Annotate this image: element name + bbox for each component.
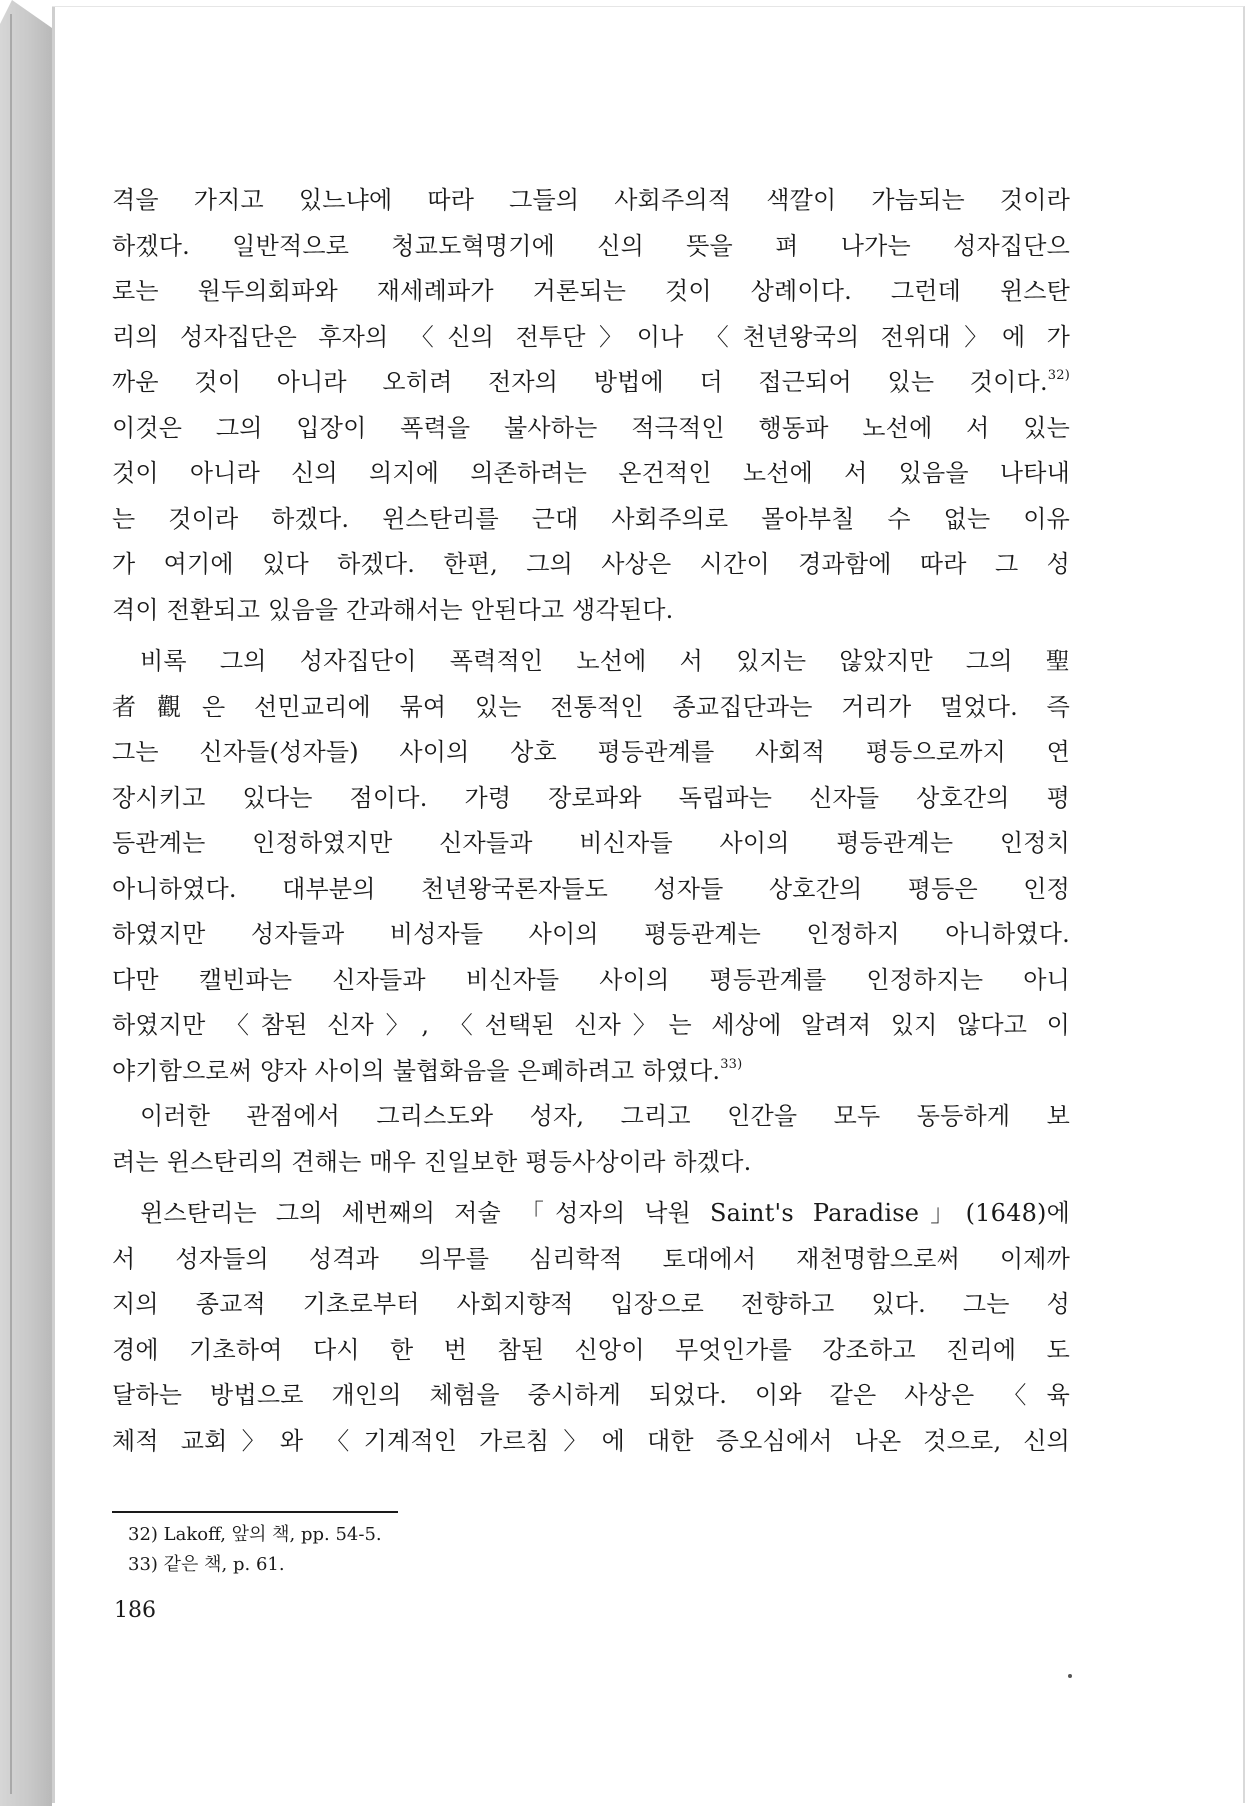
text-line: 서 성자들의 성격과 의무를 심리학적 토대에서 재천명함으로써 이제까 (112, 1244, 1070, 1273)
body-text (112, 178, 1070, 1464)
footnote-divider (112, 1511, 398, 1513)
footnotes (128, 1520, 382, 1580)
text-line: 로는 원두의회파와 재세례파가 거론되는 것이 상례이다. 그런데 윈스탄 (112, 277, 1070, 305)
text-line: 그는 신자들(성자들) 사이의 상호 평등관계를 사회적 평등으로까지 연 (112, 738, 1070, 766)
text-line: 者觀은 선민교리에 묶여 있는 전통적인 종교집단과는 거리가 멀었다. 즉 (112, 692, 1070, 721)
text-line: 다만 캘빈파는 신자들과 비신자들 사이의 평등관계를 인정하지는 아니 (112, 965, 1070, 994)
text-line: 비록 그의 성자집단이 폭력적인 노선에 서 있지는 않았지만 그의 聖 (140, 647, 1070, 675)
text-line: 이것은 그의 입장이 폭력을 불사하는 적극적인 행동파 노선에 서 있는 (112, 413, 1070, 442)
text-line: 경에 기초하여 다시 한 번 참된 신앙이 무엇인가를 강조하고 진리에 도 (112, 1335, 1070, 1364)
text-line: 려는 윈스탄리의 견해는 매우 진일보한 평등사상이라 하겠다. (112, 1147, 752, 1176)
text-line: 하겠다. 일반적으로 청교도혁명기에 신의 뜻을 펴 나가는 성자집단으 (112, 231, 1070, 260)
text-line: 리의 성자집단은 후자의 〈신의 전투단〉이나 〈천년왕국의 전위대〉에 가 (112, 322, 1070, 351)
text-line-content: 야기함으로써 양자 사이의 불협화음을 은폐하려고 하였다. (112, 1056, 721, 1085)
text-line: 윈스탄리는 그의 세번째의 저술 「성자의 낙원 Saint's Paradise」(1648)에 (140, 1199, 1070, 1227)
text-line: 아니하였다. 대부분의 천년왕국론자들도 성자들 상호간의 평등은 인정 (112, 874, 1070, 903)
footnote-32: 32) Lakoff, 앞의 책, pp. 54-5. (128, 1524, 382, 1545)
text-line: 격을 가지고 있느냐에 따라 그들의 사회주의적 색깔이 가늠되는 것이라 (112, 186, 1070, 214)
text-line: 이러한 관점에서 그리스도와 성자, 그리고 인간을 모두 동등하게 보 (140, 1102, 1070, 1130)
text-line: 가 여기에 있다 하겠다. 한편, 그의 사상은 시간이 경과함에 따라 그 성 (112, 550, 1070, 578)
text-line: 달하는 방법으로 개인의 체험을 중시하게 되었다. 이와 같은 사상은 〈육 (112, 1381, 1070, 1409)
scan-speck (1068, 1674, 1072, 1678)
footnote-ref-32: 32) (1047, 368, 1070, 383)
text-line: 장시키고 있다는 점이다. 가령 장로파와 독립파는 신자들 상호간의 평 (112, 783, 1070, 812)
text-line (112, 1049, 1070, 1095)
text-line: 체적 교회〉와 〈기계적인 가르침〉에 대한 증오심에서 나온 것으로, 신의 (112, 1426, 1070, 1455)
text-line: 격이 전환되고 있음을 간과해서는 안된다고 생각된다. (112, 595, 674, 624)
text-line: 는 것이라 하겠다. 윈스탄리를 근대 사회주의로 몰아부칠 수 없는 이유 (112, 504, 1070, 533)
footnote-33: 33) 같은 책, p. 61. (128, 1554, 285, 1575)
text-line: 지의 종교적 기초로부터 사회지향적 입장으로 전향하고 있다. 그는 성 (112, 1290, 1070, 1318)
text-line-content: 까운 것이 아니라 오히려 전자의 방법에 더 접근되어 있는 것이다. (112, 368, 1048, 396)
book-spine-edge (0, 0, 52, 1806)
text-line: 등관계는 인정하였지만 신자들과 비신자들 사이의 평등관계는 인정치 (112, 829, 1070, 857)
text-line: 것이 아니라 신의 의지에 의존하려는 온건적인 노선에 서 있음을 나타내 (112, 459, 1070, 487)
footnote-ref-33: 33) (720, 1056, 743, 1072)
text-line: 하였지만 성자들과 비성자들 사이의 평등관계는 인정하지 아니하였다. (112, 920, 1070, 948)
spine-line (10, 14, 12, 1794)
page-number: 186 (114, 1598, 156, 1623)
text-line: 하였지만 〈참된 신자〉, 〈선택된 신자〉는 세상에 알려져 있지 않다고 이 (112, 1011, 1070, 1039)
text-line (112, 360, 1070, 406)
